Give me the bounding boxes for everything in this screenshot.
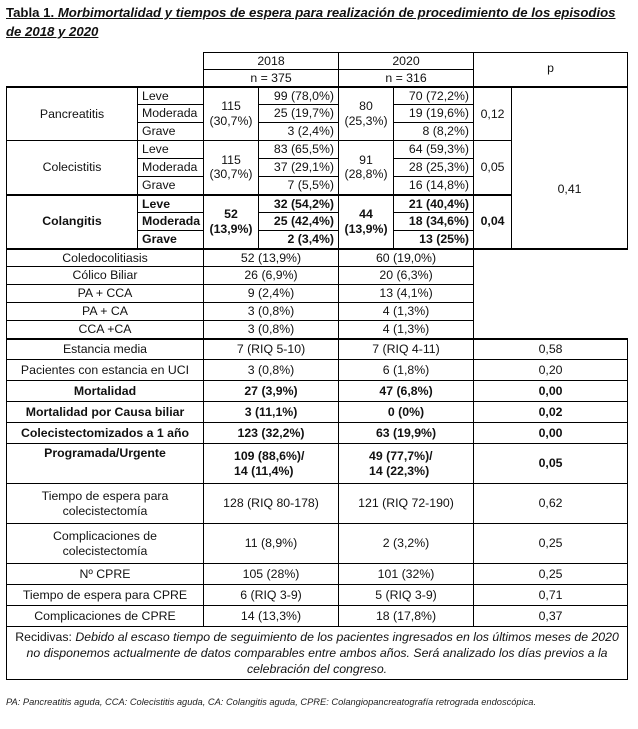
- simple-row-2020: 60 (19,0%): [339, 249, 474, 267]
- colecistitis-sub-leve: Leve: [138, 141, 204, 159]
- pancreatitis-p: 0,12: [474, 87, 512, 141]
- stat-row-p: 0,00: [474, 381, 628, 402]
- pancreatitis-2020-leve: 70 (72,2%): [394, 87, 474, 105]
- pancreatitis-sub-leve: Leve: [138, 87, 204, 105]
- stat-row-2018: 11 (8,9%): [204, 524, 339, 564]
- stat-row-2020: 2 (3,2%): [339, 524, 474, 564]
- simple-row-2020: 4 (1,3%): [339, 303, 474, 321]
- colangitis-2020-leve: 21 (40,4%): [394, 195, 474, 213]
- pancreatitis-2018-grave: 3 (2,4%): [259, 123, 339, 141]
- colangitis-2018-moderada: 25 (42,4%): [259, 213, 339, 231]
- group-p: 0,41: [512, 87, 628, 249]
- stat-row-2020: 47 (6,8%): [339, 381, 474, 402]
- header-n-2020: n = 316: [339, 70, 474, 87]
- pancreatitis-sub-grave: Grave: [138, 123, 204, 141]
- colecistitis-total-2020: 91 (28,8%): [339, 141, 394, 195]
- colangitis-sub-moderada: Moderada: [138, 213, 204, 231]
- simple-row-label: Coledocolitiasis: [7, 249, 204, 267]
- colecistitis-total-2018: 115 (30,7%): [204, 141, 259, 195]
- stat-row-label: Complicaciones de CPRE: [7, 606, 204, 627]
- simple-row-label: PA + CCA: [7, 285, 204, 303]
- stat-row-2018: 123 (32,2%): [204, 423, 339, 444]
- stat-row-p: 0,71: [474, 585, 628, 606]
- header-p: p: [474, 53, 628, 87]
- simple-row-2018: 26 (6,9%): [204, 267, 339, 285]
- abbreviations-note: PA: Pancreatitis aguda, CCA: Colecistitis aguda, CA: Colangitis aguda, CPRE: Colangiopancreatografía retrograda endoscópica.: [6, 697, 537, 707]
- stat-row-p: 0,58: [474, 339, 628, 360]
- table-title: [6, 3, 634, 41]
- colangitis-total-2018: 52 (13,9%): [204, 195, 259, 249]
- colangitis-label: Colangitis: [7, 195, 138, 249]
- colangitis-2018-leve: 32 (54,2%): [259, 195, 339, 213]
- colangitis-2020-moderada: 18 (34,6%): [394, 213, 474, 231]
- stat-row-2018: 105 (28%): [204, 564, 339, 585]
- recidivas-footer: [7, 627, 628, 680]
- header-n-2018: n = 375: [204, 70, 339, 87]
- pancreatitis-2020-grave: 8 (8,2%): [394, 123, 474, 141]
- simple-row-2018: 9 (2,4%): [204, 285, 339, 303]
- stat-row-p: 0,00: [474, 423, 628, 444]
- stat-row-2018: 27 (3,9%): [204, 381, 339, 402]
- stat-row-2020: 0 (0%): [339, 402, 474, 423]
- pancreatitis-total-2018: 115 (30,7%): [204, 87, 259, 141]
- recidivas-text: Debido al escaso tiempo de seguimiento de los pacientes ingresados en los últimos meses de 2020 no disponemos actualmente de datos comparables entre ambos años. Será analizado los días previos a la celebración del congreso.: [26, 630, 619, 676]
- pancreatitis-2018-leve: 99 (78,0%): [259, 87, 339, 105]
- simple-row-label: Cólico Biliar: [7, 267, 204, 285]
- colecistitis-sub-moderada: Moderada: [138, 159, 204, 177]
- simple-row-2020: 13 (4,1%): [339, 285, 474, 303]
- simple-row-2020: 20 (6,3%): [339, 267, 474, 285]
- colecistitis-2018-leve: 83 (65,5%): [259, 141, 339, 159]
- stat-row-2018: 6 (RIQ 3-9): [204, 585, 339, 606]
- pancreatitis-sub-moderada: Moderada: [138, 105, 204, 123]
- pancreatitis-2020-moderada: 19 (19,6%): [394, 105, 474, 123]
- colangitis-2018-grave: 2 (3,4%): [259, 231, 339, 249]
- stat-row-label: Tiempo de espera para colecistectomía: [7, 484, 204, 524]
- pancreatitis-label: Pancreatitis: [7, 87, 138, 141]
- morbimortality-table: [6, 52, 628, 680]
- stat-row-2018: 7 (RIQ 5-10): [204, 339, 339, 360]
- pancreatitis-2018-moderada: 25 (19,7%): [259, 105, 339, 123]
- colecistitis-2020-leve: 64 (59,3%): [394, 141, 474, 159]
- colecistitis-2018-moderada: 37 (29,1%): [259, 159, 339, 177]
- pancreatitis-total-2020: 80 (25,3%): [339, 87, 394, 141]
- stat-row-label: Pacientes con estancia en UCI: [7, 360, 204, 381]
- recidivas-prefix: Recidivas:: [15, 630, 72, 644]
- stat-row-label: Mortalidad por Causa biliar: [7, 402, 204, 423]
- simple-row-2018: 3 (0,8%): [204, 303, 339, 321]
- stat-row-2020: 18 (17,8%): [339, 606, 474, 627]
- stat-row-p: 0,02: [474, 402, 628, 423]
- stat-row-2020: 121 (RIQ 72-190): [339, 484, 474, 524]
- colecistitis-p: 0,05: [474, 141, 512, 195]
- stat-row-2018: 3 (11,1%): [204, 402, 339, 423]
- stat-row-p: 0,62: [474, 484, 628, 524]
- stat-row-label: Mortalidad: [7, 381, 204, 402]
- stat-row-2018: 109 (88,6%)/ 14 (11,4%): [204, 444, 339, 484]
- stat-row-p: 0,25: [474, 524, 628, 564]
- stat-row-label: Programada/Urgente: [7, 444, 204, 484]
- stat-row-2020: 6 (1,8%): [339, 360, 474, 381]
- simple-row-2018: 3 (0,8%): [204, 321, 339, 339]
- stat-row-p: 0,25: [474, 564, 628, 585]
- stat-row-2020: 49 (77,7%)/ 14 (22,3%): [339, 444, 474, 484]
- colecistitis-2020-grave: 16 (14,8%): [394, 177, 474, 195]
- simple-row-label: PA + CA: [7, 303, 204, 321]
- header-2020: 2020: [339, 53, 474, 70]
- title-text: Morbimortalidad y tiempos de espera para realización de procedimiento de los episodios de 2018 y 2020: [6, 5, 616, 39]
- stat-row-label: Colecistectomizados a 1 año: [7, 423, 204, 444]
- colecistitis-sub-grave: Grave: [138, 177, 204, 195]
- colecistitis-2020-moderada: 28 (25,3%): [394, 159, 474, 177]
- stat-row-label: Complicaciones de colecistectomía: [7, 524, 204, 564]
- stat-row-2018: 3 (0,8%): [204, 360, 339, 381]
- stat-row-p: 0,20: [474, 360, 628, 381]
- title-prefix: Tabla 1.: [6, 5, 55, 20]
- stat-row-label: Nº CPRE: [7, 564, 204, 585]
- colecistitis-2018-grave: 7 (5,5%): [259, 177, 339, 195]
- colecistitis-label: Colecistitis: [7, 141, 138, 195]
- colangitis-total-2020: 44 (13,9%): [339, 195, 394, 249]
- stat-row-2020: 101 (32%): [339, 564, 474, 585]
- stat-row-2020: 63 (19,9%): [339, 423, 474, 444]
- stat-row-2020: 7 (RIQ 4-11): [339, 339, 474, 360]
- stat-row-2018: 14 (13,3%): [204, 606, 339, 627]
- colangitis-sub-leve: Leve: [138, 195, 204, 213]
- simple-row-2018: 52 (13,9%): [204, 249, 339, 267]
- colangitis-sub-grave: Grave: [138, 231, 204, 249]
- stat-row-2020: 5 (RIQ 3-9): [339, 585, 474, 606]
- simple-row-label: CCA +CA: [7, 321, 204, 339]
- stat-row-label: Tiempo de espera para CPRE: [7, 585, 204, 606]
- stat-row-p: 0,05: [474, 444, 628, 484]
- stat-row-2018: 128 (RIQ 80-178): [204, 484, 339, 524]
- stat-row-p: 0,37: [474, 606, 628, 627]
- simple-row-2020: 4 (1,3%): [339, 321, 474, 339]
- colangitis-2020-grave: 13 (25%): [394, 231, 474, 249]
- header-2018: 2018: [204, 53, 339, 70]
- colangitis-p: 0,04: [474, 195, 512, 249]
- stat-row-label: Estancia media: [7, 339, 204, 360]
